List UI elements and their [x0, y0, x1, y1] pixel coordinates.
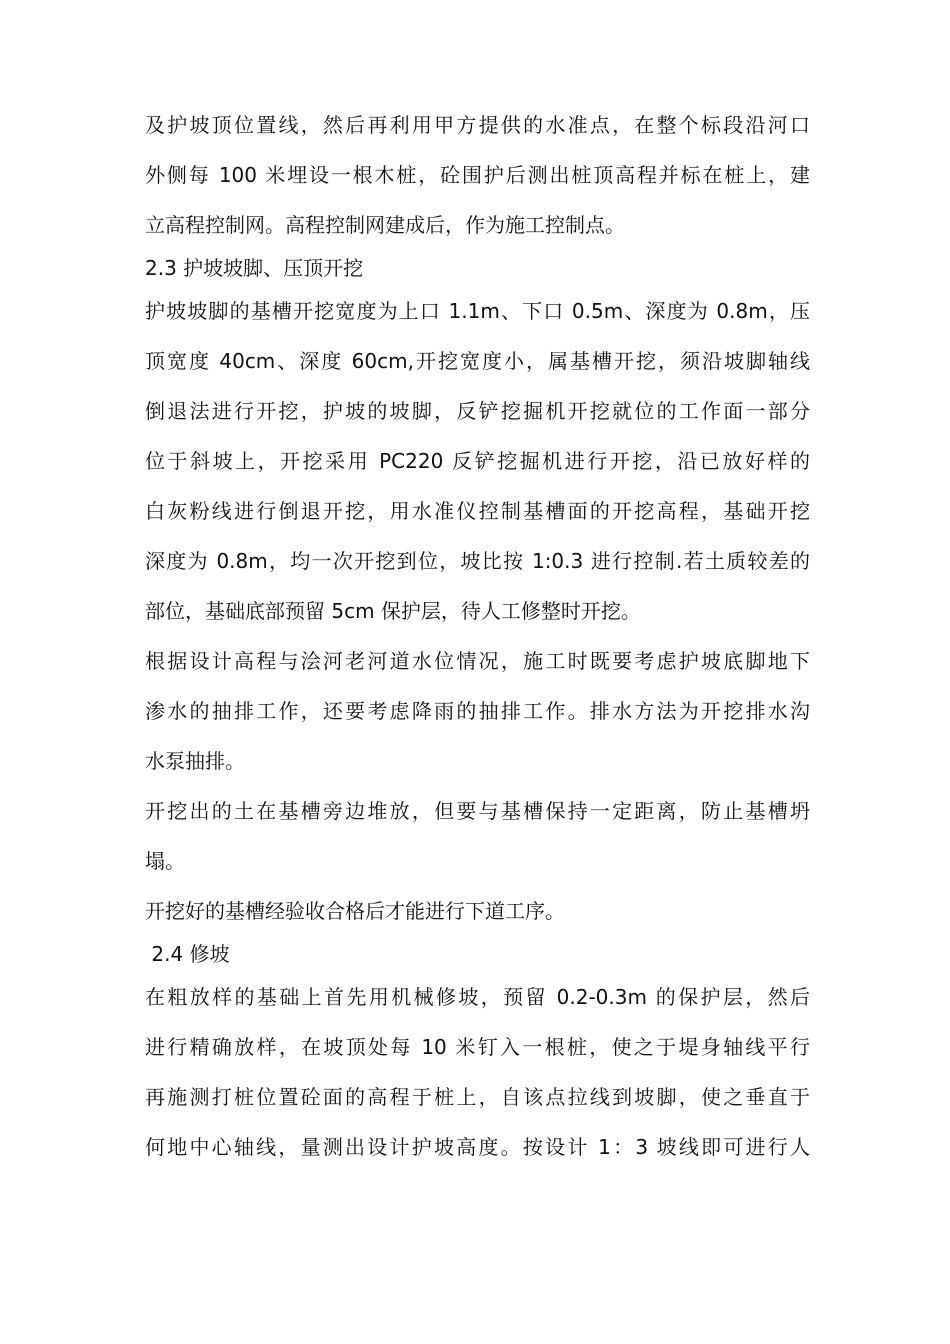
text-line: 根据设计高程与浍河老河道水位情况，施工时既要考虑护坡底脚地下 — [145, 649, 810, 673]
text-line: 开挖好的基槽经验收合格后才能进行下道工序。 — [145, 899, 565, 923]
text-line: 顶宽度 40cm、深度 60cm,开挖宽度小，属基槽开挖，须沿坡脚轴线 — [145, 349, 810, 373]
text-line: 进行精确放样，在坡顶处每 10 米钉入一根桩，使之于堤身轴线平行 — [145, 1035, 810, 1059]
text-line: 立高程控制网。高程控制网建成后，作为施工控制点。 — [145, 213, 625, 237]
text-line: 外侧每 100 米埋设一根木桩，砼围护后测出桩顶高程并标在桩上，建 — [145, 163, 810, 187]
text-line: 再施测打桩位置砼面的高程于桩上，自该点拉线到坡脚，使之垂直于 — [145, 1085, 810, 1109]
section-heading-2-4: 2.4 修坡 — [145, 942, 230, 966]
text-line: 塌。 — [145, 849, 185, 873]
text-line: 及护坡顶位置线，然后再利用甲方提供的水准点，在整个标段沿河口 — [145, 113, 810, 137]
text-line: 在粗放样的基础上首先用机械修坡，预留 0.2-0.3m 的保护层，然后 — [145, 985, 810, 1009]
text-line: 部位，基础底部预留 5cm 保护层，待人工修整时开挖。 — [145, 599, 641, 623]
text-line: 何地中心轴线，量测出设计护坡高度。按设计 1：3 坡线即可进行人 — [145, 1135, 810, 1159]
text-line: 护坡坡脚的基槽开挖宽度为上口 1.1m、下口 0.5m、深度为 0.8m，压 — [145, 299, 810, 323]
text-line: 深度为 0.8m，均一次开挖到位，坡比按 1:0.3 进行控制.若土质较差的 — [145, 549, 810, 573]
text-line: 倒退法进行开挖，护坡的坡脚，反铲挖掘机开挖就位的工作面一部分 — [145, 399, 810, 423]
text-line: 位于斜坡上，开挖采用 PC220 反铲挖掘机进行开挖，沿已放好样的 — [145, 449, 810, 473]
text-line: 开挖出的土在基槽旁边堆放，但要与基槽保持一定距离，防止基槽坍 — [145, 799, 810, 823]
section-heading-2-3: 2.3 护坡坡脚、压顶开挖 — [145, 256, 364, 280]
text-line: 渗水的抽排工作，还要考虑降雨的抽排工作。排水方法为开挖排水沟 — [145, 699, 810, 723]
document-body — [145, 100, 810, 1172]
text-line: 白灰粉线进行倒退开挖，用水准仪控制基槽面的开挖高程，基础开挖 — [145, 499, 810, 523]
text-line: 水泵抽排。 — [145, 749, 245, 773]
